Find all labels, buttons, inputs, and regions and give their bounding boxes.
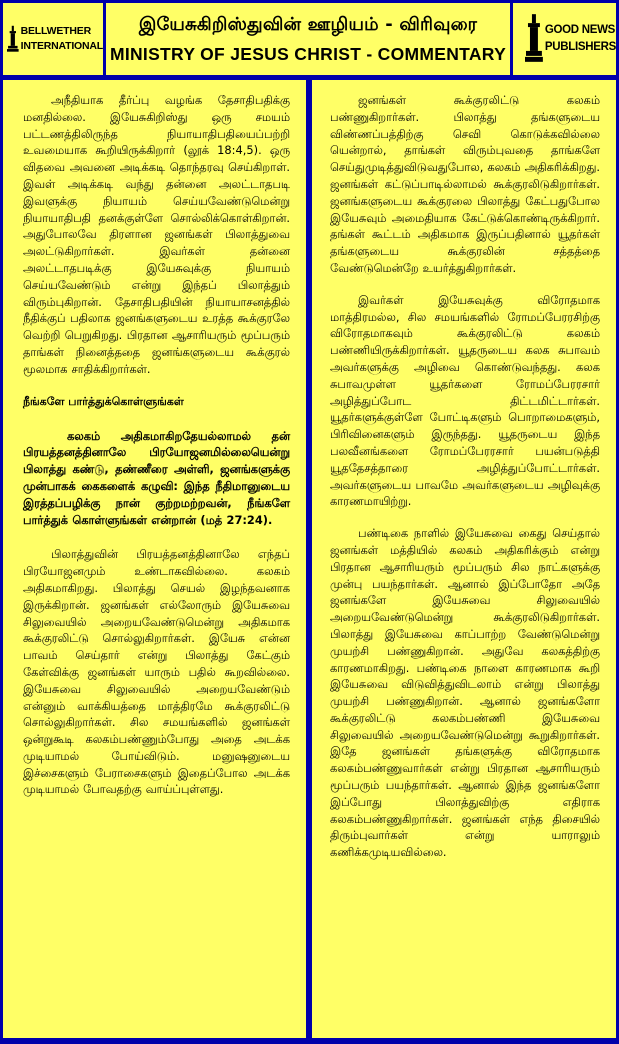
left-column xyxy=(3,80,306,1038)
paragraph: பண்டிகை நாளில் இயேசுவை கைது செய்தால் ஜனங்கள் மத்தியில் கலகம் அதிகரிக்கும் என்று பிரதான ஆசாரியரும் மூப்பரும் சில நாட்களுக்கு முன்பு பயந்தார்கள். ஆனால் இப்போதோ அதே ஜனங்களே இயேசுவை சிலுவையில் அறையவேண்டுமென்று கூக்குரலிடுகிறார்கள். பிலாத்து இயேசுவை காப்பாற்ற வேண்டுமென்று முயற்சி பண்ணுகிறான். அதுவே கலகத்திற்கு காரணமாகிறது. பண்டிகை நாளை காரணமாக கூறி இயேசுவை விடுவித்துவிடலாம் என்று பிலாத்து முயற்சி பண்ணுகிறான். ஆனால் ஜனங்களோ கூக்குரலிட்டு கலகம்பண்ணி இயேசுவை சிலுவையில் அறையவேண்டுமென்று கூறுகிறார்கள். இதே ஜனங்கள் தங்களுக்கு விரோதமாக கலகம்பண்ணுவார்கள் என்று பிரதான ஆசாரியரும் மூப்பரும் பயந்தார்கள். ஆனால் இந்த ஜனங்களோ இப்போது பிலாத்துவிற்கு எதிராக கலகம்பண்ணுகிறார்கள். ஜனங்கள் எந்த திசையில் திரும்புவார்கள் என்று யாராலும் கணிக்கமுடியவில்லை. xyxy=(330,526,600,860)
title-box xyxy=(106,3,513,75)
scripture-quote: கலகம் அதிகமாகிறதேயல்லாமல் தன் பிரயத்தனத்தினாலே பிரயோஜனமில்லையென்று பிலாத்து கண்டு, தண்ணீரை அள்ளி, ஜனங்களுக்கு முன்பாகக் கைகளைக் கழுவி: இந்த நீதிமானுடைய இரத்தப்பழிக்கு நான் குற்றமற்றவன், நீங்களே பார்த்துக் கொள்ளுங்கள் என்றான் (மத் 27:24). xyxy=(23,428,290,527)
right-column xyxy=(312,80,616,1038)
paragraph: இவர்கள் இயேசுவுக்கு விரோதமாக மாத்திரமல்ல, சில சமயங்களில் ரோமப்பேரரசிற்கு விரோதமாகவும் கூக்குரலிட்டு கலகம் பண்ணியிருக்கிறார்கள். யூதருடைய கலக சுபாவம் அவர்களுக்கு அழிவை கொண்டுவந்தது. கலக சுபாவமுள்ள யூதர்களை ரோமப்பேரரசார் அழித்துப்போட திட்டமிட்டார்கள். யூதர்களுக்குள்ளே போட்டிகளும் பொறாமைகளும், பிரிவினைகளும் இருந்தது. யூதருடைய இந்த பலவீனங்களை ரோமப்பேரரசார் பயன்படுத்தி யூததேசத்தாரை அழித்துப்போட்டார்கள். அவர்களுடைய பாவமே அவர்களுடைய அழிவுக்கு காரணமாயிற்று. xyxy=(330,292,600,509)
good-news-logo xyxy=(513,3,616,75)
paragraph: அநீதியாக தீர்ப்பு வழங்க தேசாதிபதிக்கு மனதில்லை. இயேசுகிறிஸ்து ஒரு சமயம் பட்டணத்திலிருந்த நியாயாதிபதியைப்பற்றி உவமையாக கூறியிருக்கிறார் (லூக் 18:4,5). ஒரு விதவை அவனை அடிக்கடி தொந்தரவு செய்கிறாள். இவள் அடிக்கடி வந்து தன்னை அலட்டாதபடி இவளுக்கு நியாயம் செய்யவேண்டுமென்று நியாயாதிபதி தனக்குள்ளே சொல்லிக்கொள்கிறான். அதுபோலவே திரளான ஜனங்கள் பிலாத்துவை அலட்டுகிறார்கள். இவர்கள் தன்னை அலட்டாதபடிக்கு இயேசுவுக்கு நியாயம் செய்யவேண்டும் என்று இந்தப் பிலாத்தும் விரும்புகிறான். தேசாதிபதியின் நியாயாசனத்தில் நீதிக்குப் பதிலாக ஜனங்களுடைய உரத்த கூக்குரலே வெற்றி பெறுகிறது. பிரதான ஆசாரியரும் மூப்பரும் தாங்கள் நினைத்ததை ஜனங்களுடைய கூக்குரல் மூலமாக சாதிக்கிறார்கள். xyxy=(23,93,290,376)
lamp-icon xyxy=(7,12,19,66)
paragraph: பிலாத்துவின் பிரயத்தனத்தினாலே எந்தப் பிரயோஜனமும் உண்டாகவில்லை. கலகம் அதிகமாகிறது. பிலாத்து செயல் இழந்தவனாக இருக்கிறான். ஜனங்கள் எல்லோரும் இயேசுவை சிலுவையில் அறையவேண்டுமென்று அதிகமாக கூக்குரலிட்டு சொல்லுகிறார்கள். இயேசு என்ன பாவம் செய்தார் என்று பிலாத்து கேட்கும் கேள்விக்கு ஜனங்கள் யாரும் பதில் கூறவில்லை. இயேசுவை சிலுவையில் அறையவேண்டும் என்னும் வாக்கியத்தை மாத்திரமே கூக்குரலிட்டு சொல்லுகிறார்கள். சில சமயங்களில் ஜனங்கள் ஒன்றுகூடி கலகம்பண்ணும்போது அதை அடக்க முடியாமல் போய்விடும். மனுஷனுடைய இச்சைகளும் பேராசைகளும் இதைப்போல அடக்க முடியாமல் போவதற்கு வாய்ப்புள்ளது. xyxy=(23,547,290,797)
logo-line-1: BELLWETHER xyxy=(20,25,91,37)
bellwether-logo-text xyxy=(21,24,103,54)
header-banner xyxy=(3,3,616,75)
lamp-icon xyxy=(525,14,543,64)
subheading: நீங்களே பார்த்துக்கொள்ளுங்கள் xyxy=(23,394,184,408)
paragraph: ஜனங்கள் கூக்குரலிட்டு கலகம் பண்ணுகிறார்கள். பிலாத்து தங்களுடைய விண்ணப்பத்திற்கு செவி கொடுக்கவில்லை யென்றால், தாங்கள் விரும்புவதை தாங்களே செய்துமுடித்துவிடுவதுபோல, கலகம் அதிகரிக்கிறது. ஜனங்கள் கட்டுப்பாடில்லாமல் கூக்குரலிடுகிறார்கள். ஜனங்களுடைய கூக்குரலை பிலாத்து கேட்பதுபோல இயேசுவும் அமைதியாக கேட்டுக்கொண்டிருக்கிறார். தங்கள் கூட்டம் அதிகமாக இருப்பதினால் யூதர்கள் தங்களுடைய கூக்குரலின் சத்தத்தை வேண்டுமென்றே உயர்த்துகிறார்கள். xyxy=(330,93,600,275)
good-news-logo-text xyxy=(545,22,616,56)
logo-line-2: PUBLISHERS xyxy=(544,41,616,53)
page-title-english: MINISTRY OF JESUS CHRIST - COMMENTARY xyxy=(109,44,507,64)
logo-line-1: GOOD NEWS xyxy=(544,24,616,36)
page-title-tamil: இயேசுகிறிஸ்துவின் ஊழியம் - விரிவுரை xyxy=(138,14,478,35)
logo-line-2: INTERNATIONAL xyxy=(20,40,103,52)
bellwether-logo xyxy=(3,3,106,75)
